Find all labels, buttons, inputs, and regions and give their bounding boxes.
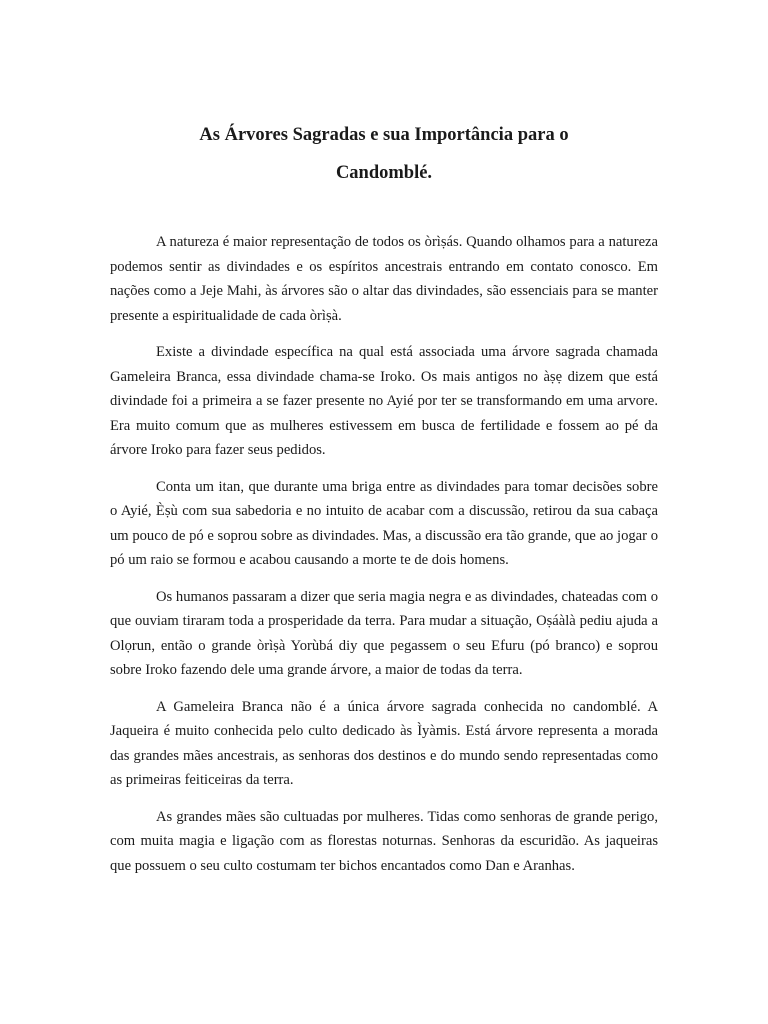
paragraph: A natureza é maior representação de todos os òrìṣás. Quando olhamos para a natureza podemos sentir as divindades e os espíritos ancestrais entrando em contato conosco. Em nações como a Jeje Mahi, às árvores são o altar das divindades, são essenciais para se manter presente a espiritualidade de cada òrìṣà. [110, 234, 658, 324]
document-body [110, 230, 658, 890]
paragraph: A Gameleira Branca não é a única árvore sagrada conhecida no candomblé. A Jaqueira é muito conhecida pelo culto dedicado às Ìyàmis. Está árvore representa a morada das grandes mães ancestrais, as senhoras dos destinos e do mundo sendo representadas como as primeiras feiticeiras da terra. [110, 698, 658, 788]
paragraph: Existe a divindade específica na qual está associada uma árvore sagrada chamada Gameleira Branca, essa divindade chama-se Iroko. Os mais antigos no àṣẹ dizem que está divindade foi a primeira a se fazer presente no Ayié por ter se transformando em uma arvore. Era muito comum que as mulheres estivessem em busca de fertilidade e fossem ao pé da árvore Iroko para fazer seus pedidos. [110, 344, 658, 458]
paragraph: As grandes mães são cultuadas por mulheres. Tidas como senhoras de grande perigo, com muita magia e ligação com as florestas noturnas. Senhoras da escuridão. As jaqueiras que possuem o seu culto costumam ter bichos encantados como Dan e Aranhas. [110, 808, 658, 874]
title-line-1: As Árvores Sagradas e sua Importância para o [199, 125, 569, 145]
paragraph: Os humanos passaram a dizer que seria magia negra e as divindades, chateadas com o que ouviam tiraram toda a prosperidade da terra. Para mudar a situação, Oṣáàlà pediu ajuda a Olọrun, então o grande òrìṣà Yorùbá diy que pegassem o seu Efuru (pó branco) e soprou sobre Iroko fazendo dele uma grande árvore, a maior de todas da terra. [110, 588, 658, 678]
document-title [110, 116, 658, 192]
title-line-2: Candomblé. [335, 163, 433, 183]
paragraph: Conta um itan, que durante uma briga entre as divindades para tomar decisões sobre o Ayié, Èṣù com sua sabedoria e no intuito de acabar com a discussão, retirou da sua cabaça um pouco de pó e soprou sobre as divindades. Mas, a discussão era tão grande, que ao jogar o pó um raio se formou e acabou causando a morte te de dois homens. [110, 478, 658, 568]
